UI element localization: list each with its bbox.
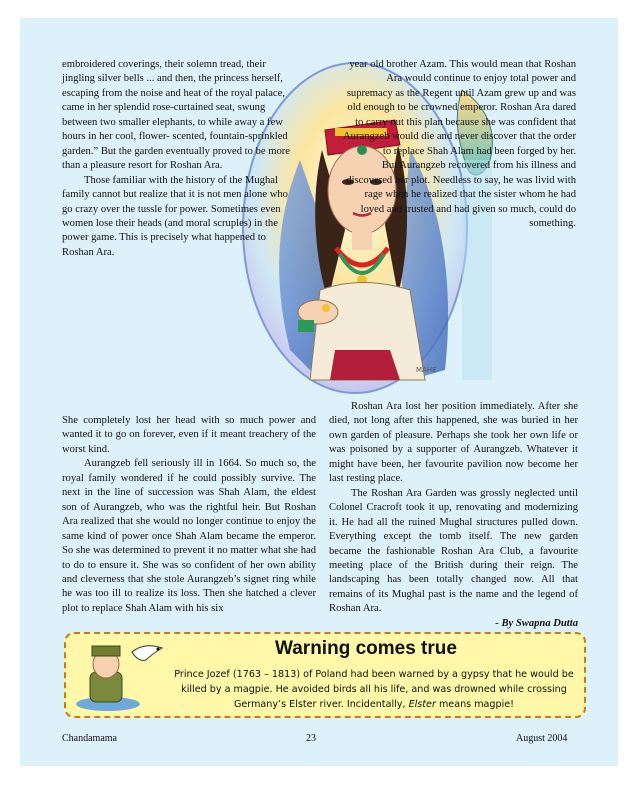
article-paragraph: Those familiar with the history of the Mughal family cannot but realize that it is not men alone who go crazy over the tussle for power. Sometimes even women lose their heads (and moral scruples) in the power game. This is precisely what happened to Roshan Ara. bbox=[62, 174, 288, 258]
article-paragraph: year old brother Azam. This would mean that Roshan Ara would continue to enjoy total power and supremacy as the Regent until Azam grew up and was old enough to be crowned emperor. Roshan Ara dared to carry out this plan because she was confident that Aurangzeb would die and never discover that the order to replace Shah Alam had been forged by her. bbox=[343, 59, 576, 157]
box-text-part: means magpie! bbox=[435, 699, 515, 710]
article-paragraph: She completely lost her head with so much power and wanted it to go on forever, even if it meant treachery of the worst kind. bbox=[62, 415, 316, 455]
article-paragraph: The Roshan Ara Garden was grossly neglected until Colonel Cracroft took it up, renovating and modernizing it. He had all the ruined Mughal structures pulled down. Everything except the tomb itself. The new garden became the fashionable Roshan Ara Club, a favourite meeting place of the British during their reign. The landscaping has been totally changed now. All that remains of its Mughal past is the name and the legend of Roshan Ara. bbox=[329, 487, 578, 615]
article-right-column-bottom bbox=[329, 400, 578, 631]
box-text bbox=[170, 667, 578, 712]
footer-magazine-name: Chandamama bbox=[62, 733, 117, 744]
footer-page-number: 23 bbox=[306, 733, 316, 744]
article-byline: - By Swapna Dutta bbox=[495, 617, 578, 629]
illustration-signature: MAHE bbox=[416, 366, 437, 374]
article-left-column-bottom bbox=[62, 414, 316, 616]
warning-comes-true-box bbox=[64, 632, 586, 718]
article-left-column-top bbox=[62, 58, 292, 260]
box-title: Warning comes true bbox=[275, 638, 457, 659]
article-right-column-top bbox=[340, 58, 576, 231]
article-paragraph: But Aurangzeb recovered from his illness and discovered her plot. Needless to say, he was livid with rage when he realized that the sister whom he had loved and trusted and had given so much, could do something. bbox=[346, 160, 576, 229]
article-paragraph: Roshan Ara lost her position immediately. After she died, not long after this happened, she was buried in her own garden of pleasure. Perhaps she took her own life or was poisoned by a supporter of Aurangzeb. Whatever it might have been, her favourite pavilion now become her last resting place. bbox=[329, 401, 578, 485]
box-text-italic: Elster bbox=[408, 699, 436, 710]
article-paragraph: Aurangzeb fell seriously ill in 1664. So much so, the royal family wondered if he could possibly survive. The next in the line of succession was Shah Alam, the eldest son of Aurangzeb, who was the rightful heir. But Roshan Ara realized that she would no longer continue to enjoy the same kind of power once Shah Alam became the emperor. So she was determined to prevent it no matter what she had to do to ensure it. She was so confident of her own ability and cleverness that she stole Aurangzeb’s signet ring while he was too ill to realize its loss. Then she hatched a clever plot to replace Shah Alam with his six bbox=[62, 458, 316, 614]
footer-issue-date: August 2004 bbox=[516, 733, 568, 744]
article-paragraph: embroidered coverings, their solemn tread, their jingling silver bells ... and then, the princess herself, escaping from the noise and heat of the royal palace, came in her splendid rose-curtained seat, swung between two smaller elephants, to while away a few hours in her cool, flower- scented, fountain-sprinkled garden.” But the garden eventually proved to be more than a pleasure resort for Roshan Ara. bbox=[62, 59, 290, 172]
box-text-part: Prince Jozef (1763 – 1813) of Poland had been warned by a gypsy that he would be killed by a magpie. He avoided birds all his life, and was drowned while crossing Germany’s Elster river. Incidentally, bbox=[174, 669, 574, 710]
prince-and-magpie-illustration bbox=[72, 638, 172, 714]
